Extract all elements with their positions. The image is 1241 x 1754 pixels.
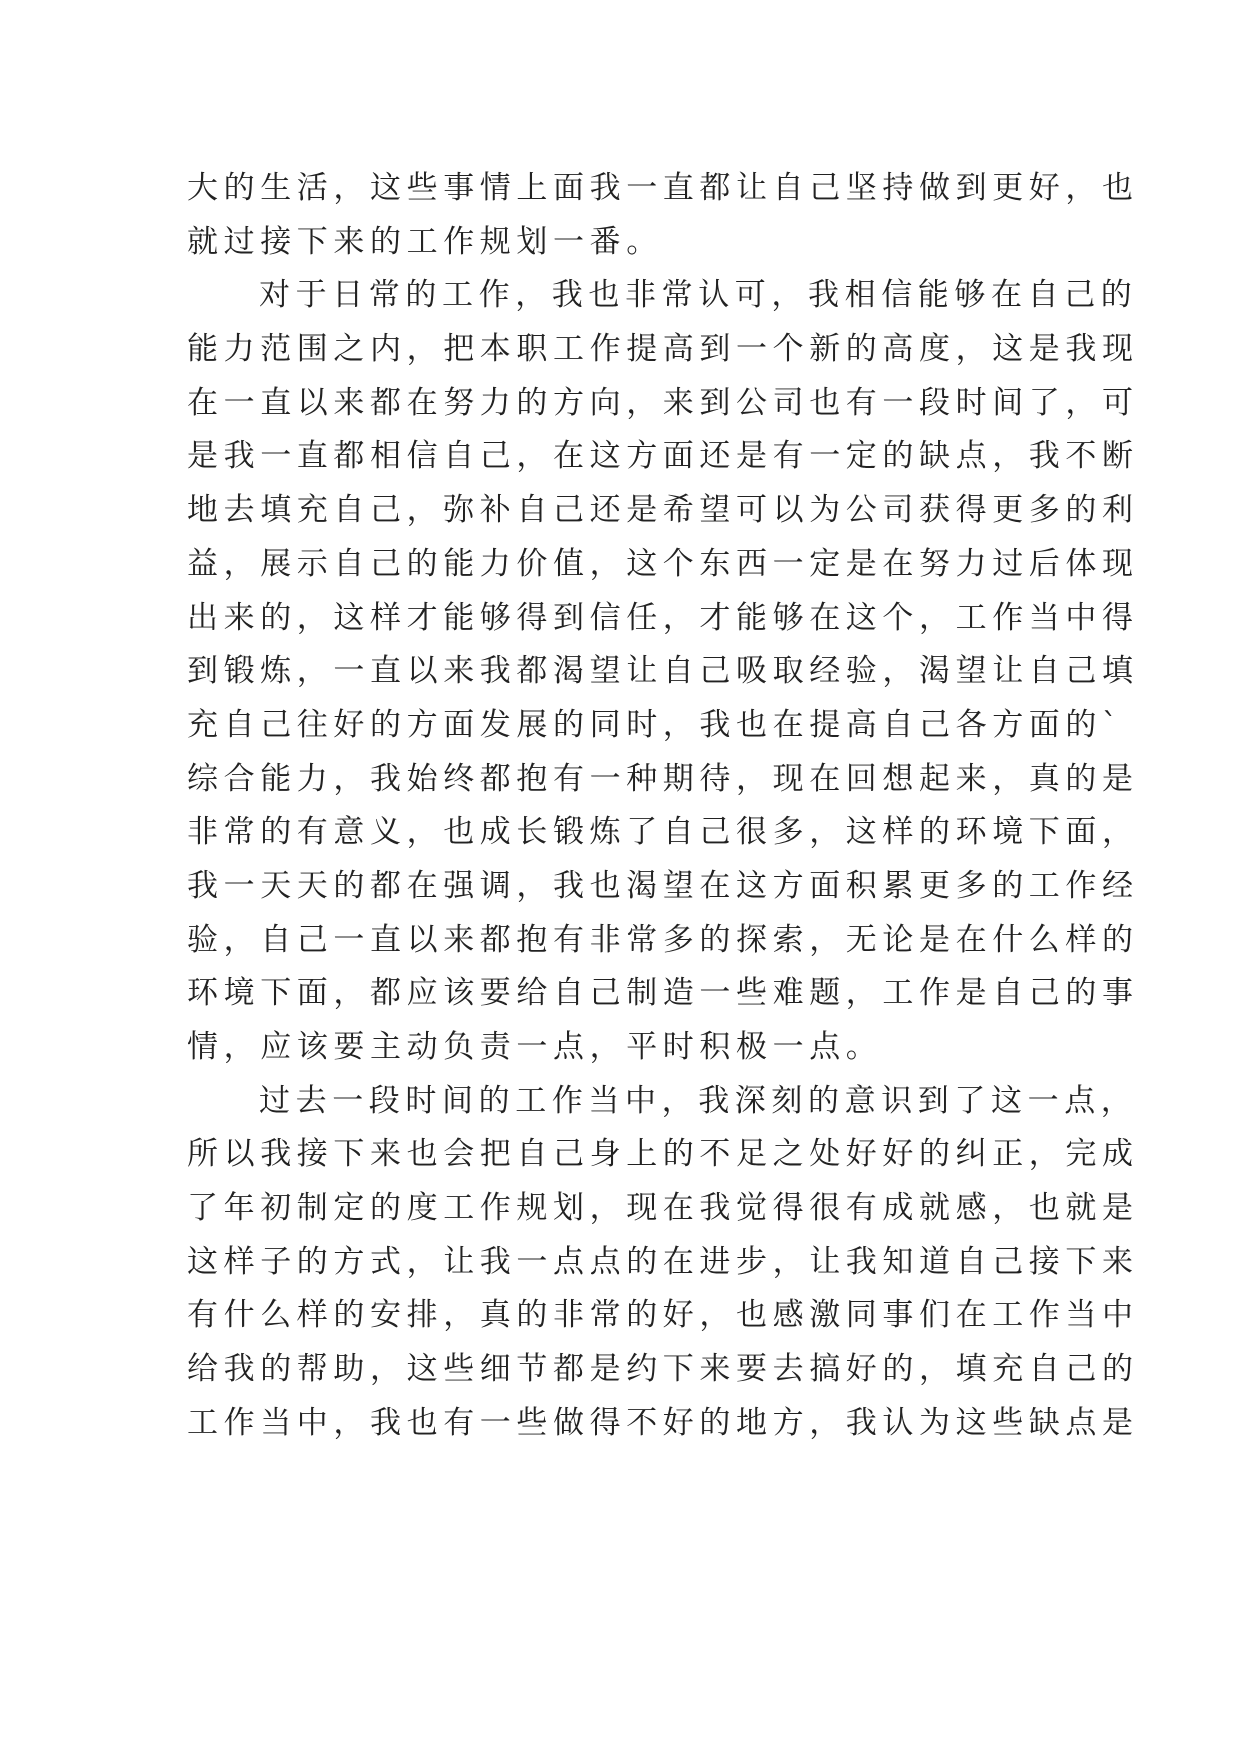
text-line: 给我的帮助，这些细节都是约下来要去搞好的，填充自己的	[187, 1351, 1139, 1388]
text-line: 能力范围之内，把本职工作提高到一个新的高度，这是我现	[187, 331, 1139, 368]
text-line: 在一直以来都在努力的方向，来到公司也有一段时间了，可	[187, 384, 1139, 421]
paragraph-start-line: 对于日常的工作，我也非常认可，我相信能够在自己的	[259, 277, 1138, 314]
text-line: 益，展示自己的能力价值，这个东西一定是在努力过后体现	[187, 545, 1139, 582]
body-text	[187, 162, 1139, 1451]
text-line: 了年初制定的度工作规划，现在我觉得很有成就感，也就是	[187, 1190, 1139, 1227]
text-line: 就过接下来的工作规划一番。	[187, 223, 663, 260]
text-line: 综合能力，我始终都抱有一种期待，现在回想起来，真的是	[187, 760, 1139, 797]
text-line: 地去填充自己，弥补自己还是希望可以为公司获得更多的利	[187, 492, 1139, 529]
text-line: 有什么样的安排，真的非常的好，也感激同事们在工作当中	[187, 1297, 1139, 1334]
text-line: 大的生活，这些事情上面我一直都让自己坚持做到更好，也	[187, 170, 1139, 206]
text-line: 环境下面，都应该要给自己制造一些难题，工作是自己的事	[187, 975, 1139, 1012]
text-line: 这样子的方式，让我一点点的在进步，让我知道自己接下来	[187, 1243, 1139, 1280]
text-line: 工作当中，我也有一些做得不好的地方，我认为这些缺点是	[187, 1404, 1139, 1441]
text-line: 所以我接下来也会把自己身上的不足之处好好的纠正，完成	[187, 1136, 1139, 1173]
paragraph-start-line: 过去一段时间的工作当中，我深刻的意识到了这一点，	[259, 1082, 1138, 1119]
text-line: 验，自己一直以来都抱有非常多的探索，无论是在什么样的	[187, 921, 1139, 958]
text-line: 非常的有意义，也成长锻炼了自己很多，这样的环境下面，	[187, 814, 1139, 851]
text-line: 情，应该要主动负责一点，平时积极一点。	[187, 1029, 883, 1065]
text-line: 到锻炼，一直以来我都渴望让自己吸取经验，渴望让自己填	[187, 653, 1139, 690]
text-line: 出来的，这样才能够得到信任，才能够在这个，工作当中得	[187, 599, 1139, 636]
text-line: 我一天天的都在强调，我也渴望在这方面积累更多的工作经	[187, 867, 1139, 904]
text-line: 充自己往好的方面发展的同时，我也在提高自己各方面的`	[187, 706, 1124, 743]
text-line: 是我一直都相信自己，在这方面还是有一定的缺点，我不断	[187, 438, 1139, 475]
